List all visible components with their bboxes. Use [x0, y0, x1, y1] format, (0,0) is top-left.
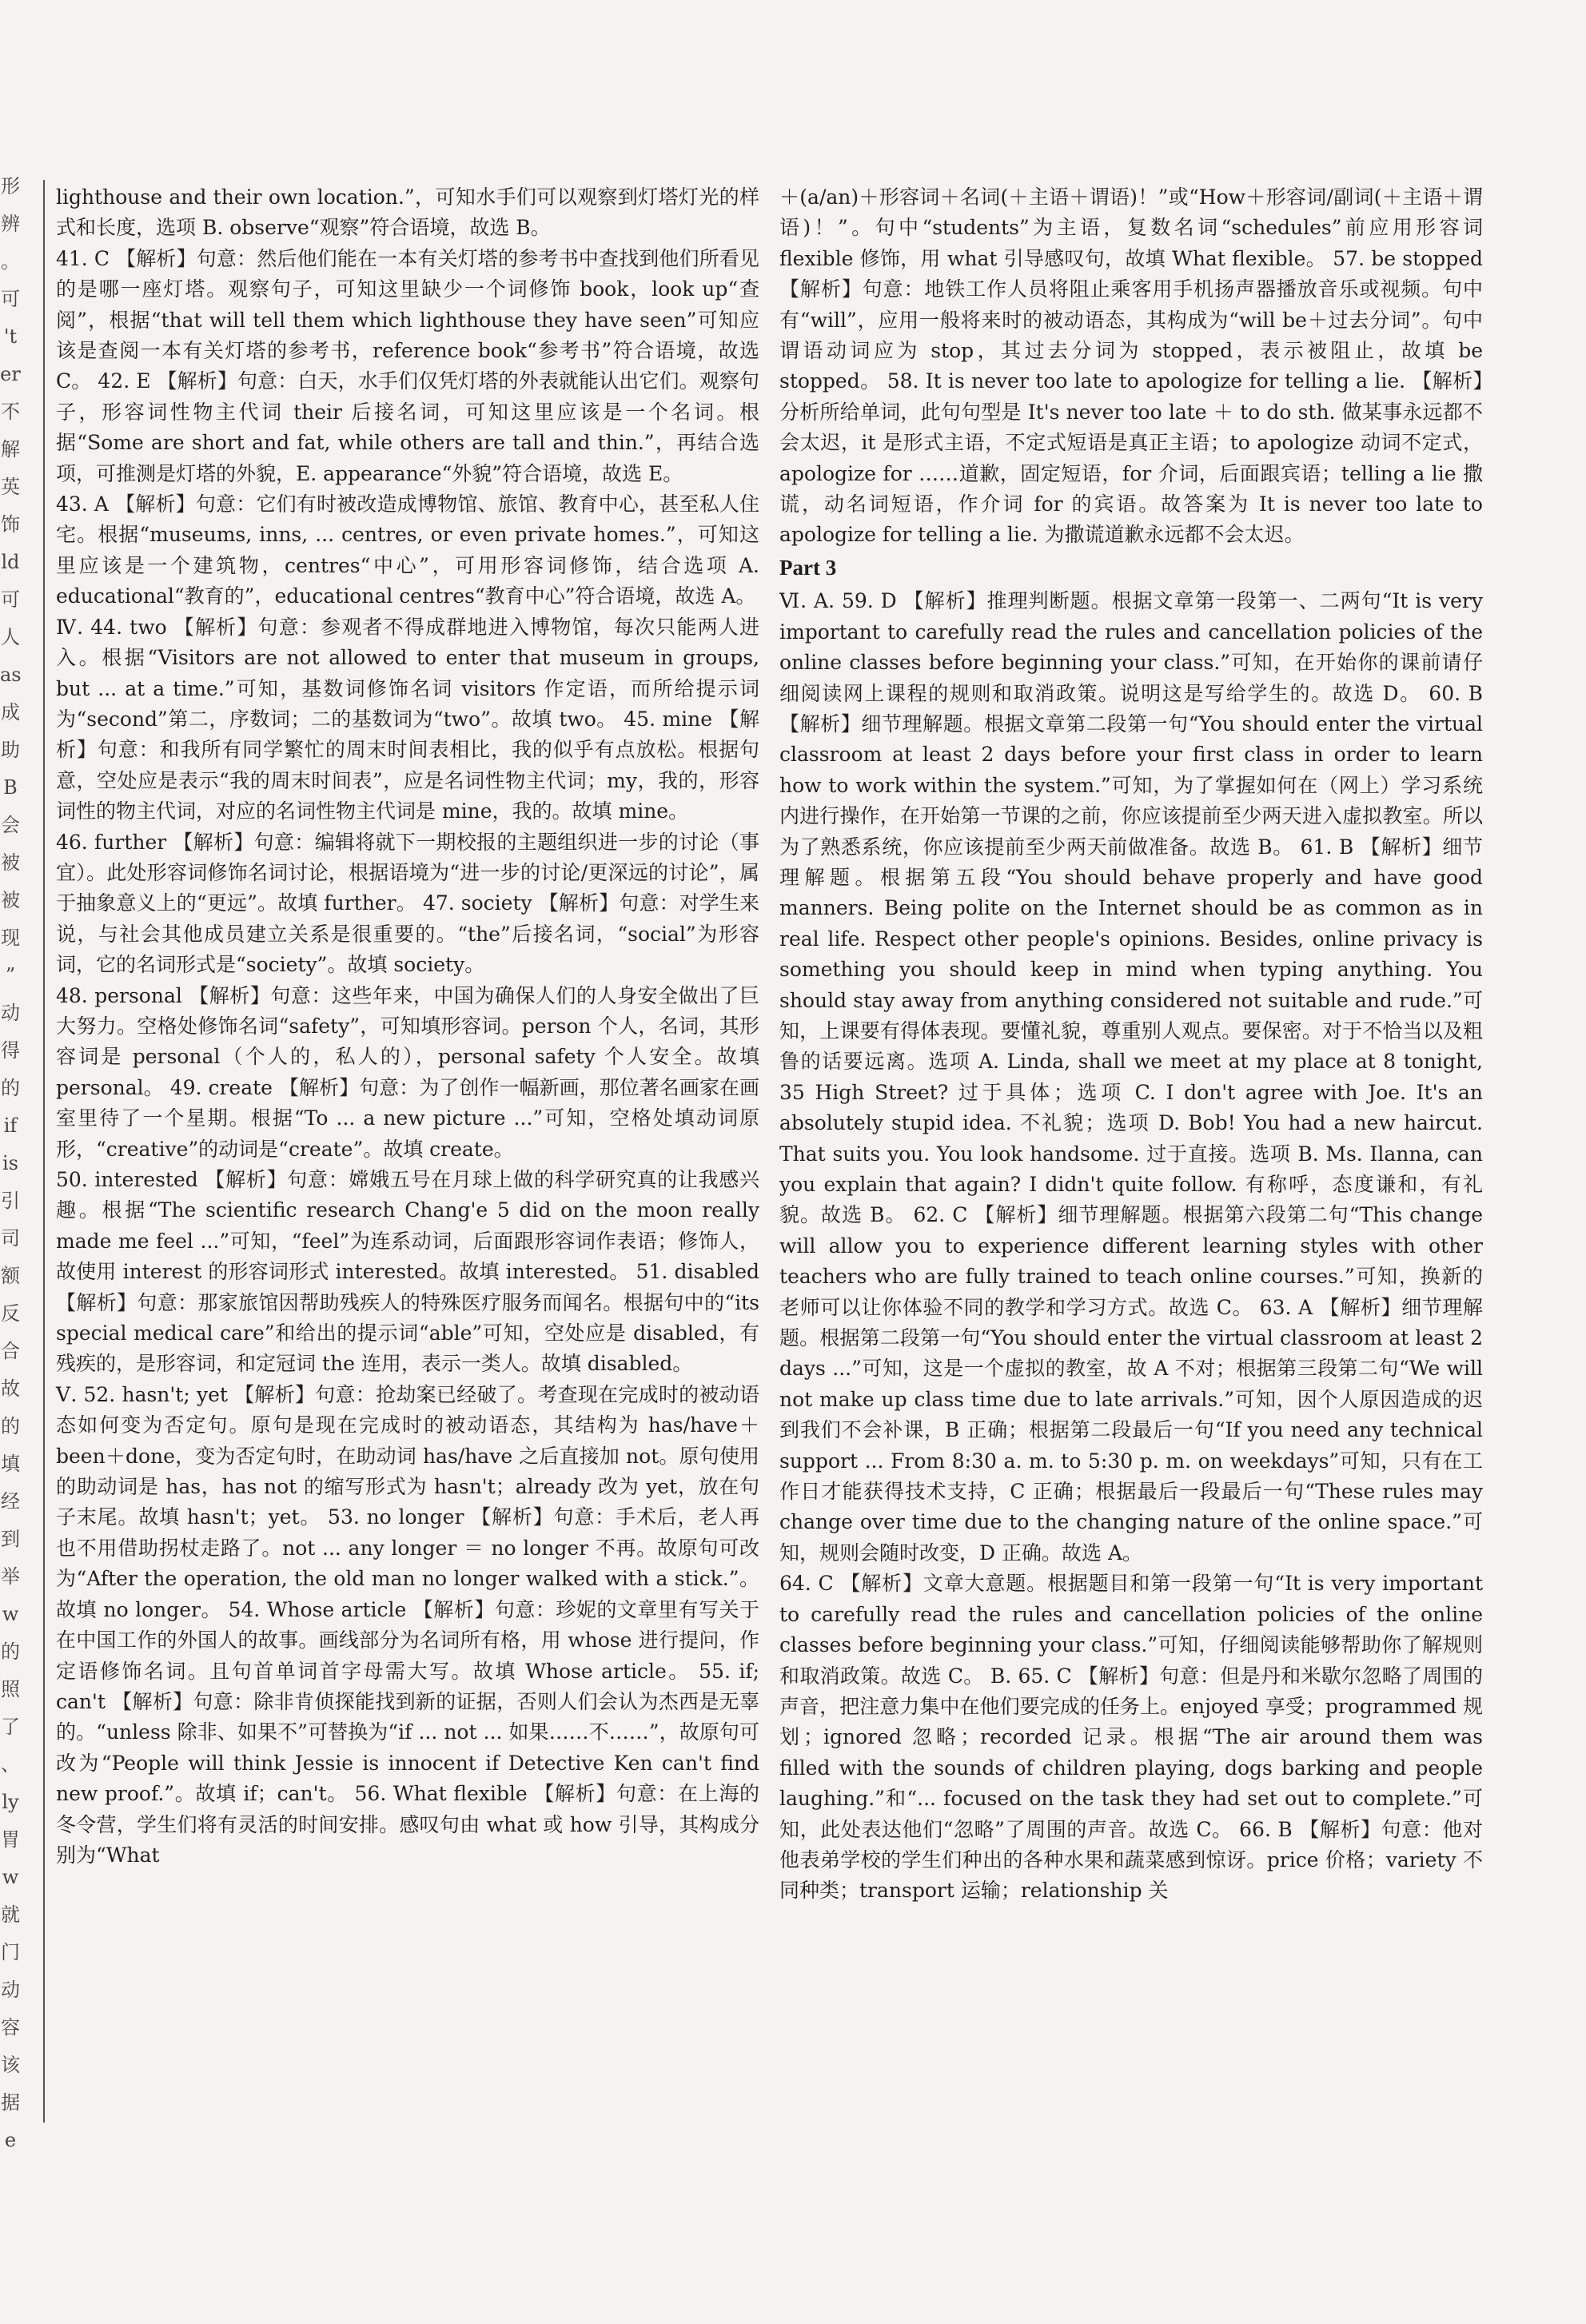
margin-fragment: e: [4, 2129, 17, 2151]
answer-paragraph: 43. A 【解析】句意：它们有时被改造成博物馆、旅馆、教育中心，甚至私人住宅。根据“museums, inns, ... centres, or even private homes.”，可知这里应该是一个建筑物，centres“中心”，可用形容词修饰，结合选项 A. educational“教育的”，educational centres“教育中心”符合语境，故选 A。: [56, 492, 759, 608]
margin-fragment: 司: [1, 1227, 20, 1250]
margin-fragment: 门: [1, 1941, 20, 1963]
answer-paragraph: Ⅴ. 52. hasn't; yet 【解析】句意：抢劫案已经破了。考查现在完成时的被动语态如何变为否定句。原句是现在完成时的被动语态，其结构为 has/have＋been＋done，变为否定句时，在助动词 has/have 之后直接加 not。原句使用的助动词是 has，has not 的缩写形式为 hasn't；already 改为 yet，放在句子末尾。故填 hasn't；yet。 53. no longer 【解析】句意：手术后，老人再也不用借助拐杖走路了。not ... any longer ＝ no longer 不再。故原句可改为“After the operation, the old man no longer walked with a stick.”。故填 no longer。 54. Whose article 【解析】句意：珍妮的文章里有写关于在中国工作的外国人的故事。画线部分为名词所有格，用 whose 进行提问，作定语修饰名词。且句首单词首字母需大写。故填 Whose article。 55. if; can't 【解析】句意：除非肯侦探能找到新的证据，否则人们会认为杰西是无辜的。“unless 除非、如果不”可替换为“if ... not ... 如果……不……”，故原句可改为“People will think Jessie is innocent if Detective Ken can't find new proof.”。故填 if；can't。 56. What flexible 【解析】句意：在上海的冬令营，学生们将有灵活的时间安排。感叹句由 what 或 how 引导，其构成分别为“What: [56, 1382, 759, 1867]
margin-fragment: 的: [1, 1640, 20, 1663]
margin-fragment: 填: [1, 1453, 20, 1475]
answer-paragraph: ＋(a/an)＋形容词＋名词(＋主语＋谓语)！”或“How＋形容词/副词(＋主语＋谓语)！”。句中“students”为主语，复数名词“schedules”前应用形容词 flexible 修饰，用 what 引导感叹句，故填 What flexible。 57. be stopped 【解析】句意：地铁工作人员将阻止乘客用手机扬声器播放音乐或视频。句中有“will”，应用一般将来时的被动语态，其构成为“will be＋过去分词”。句中谓语动词应为 stop，其过去分词为 stopped，表示被阻止，故填 be stopped。 58. It is never too late to apologize for telling a lie. 【解析】分析所给单词，此句句型是 It's never too late ＋ to do sth. 做某事永远都不会太迟，it 是形式主语，不定式短语是真正主语；to apologize 动词不定式，apologize for ……道歉，固定短语，for 介词，后面跟宾语；telling a lie 撒谎，动名词短语，作介词 for 的宾语。故答案为 It is never too late to apologize for telling a lie. 为撒谎道歉永远都不会太迟。: [779, 185, 1483, 547]
margin-fragment: 引: [1, 1190, 20, 1212]
left-margin-fragments: [0, 168, 22, 2151]
margin-fragment: 助: [1, 739, 20, 761]
margin-fragment: 可: [1, 588, 20, 611]
margin-fragment: 照: [1, 1678, 20, 1700]
margin-fragment: 。: [1, 250, 20, 273]
margin-fragment: 英: [1, 476, 20, 498]
margin-fragment: 't: [3, 325, 18, 348]
margin-fragment: 现: [1, 927, 20, 949]
section-heading: Part 3: [779, 555, 837, 580]
margin-fragment: 合: [1, 1340, 20, 1362]
margin-fragment: 了: [1, 1716, 20, 1738]
answer-paragraph: 50. interested 【解析】句意：嫦娥五号在月球上做的科学研究真的让我感兴趣。根据“The scientific research Chang'e 5 did on the moon really made me feel ...”可知，“feel”为连系动词，后面跟形容词作表语；修饰人，故使用 interest 的形容词形式 interested。故填 interested。 51. disabled 【解析】句意：那家旅馆因帮助残疾人的特殊医疗服务而闻名。根据句中的“its special medical care”和给出的提示词“able”可知，空处应是 disabled，有残疾的，是形容词，和定冠词 the 连用，表示一类人。故填 disabled。: [56, 1168, 759, 1376]
margin-fragment: is: [2, 1152, 18, 1174]
answer-paragraph: 48. personal 【解析】句意：这些年来，中国为确保人们的人身安全做出了巨大努力。空格处修饰名词“safety”，可知填形容词。person 个人，名词，其形容词是 personal（个人的，私人的），personal safety 个人安全。故填 personal。 49. create 【解析】句意：为了创作一幅新画，那位著名画家在画室里待了一个星期。根据“To ... a new picture ...”可知，空格处填动词原形，“creative”的动词是“create”。故填 create。: [56, 983, 759, 1161]
margin-fragment: ld: [1, 551, 20, 573]
answer-paragraph: 46. further 【解析】句意：编辑将就下一期校报的主题组织进一步的讨论（事宜）。此处形容词修饰名词讨论，根据语境为“进一步的讨论/更深远的讨论”，属于抽象意义上的“更远”。故填 further。 47. society 【解析】句意：对学生来说，与社会其他成员建立关系是很重要的。“the”后接名词，“social”为形容词，它的名词形式是“society”。故填 society。: [56, 830, 759, 977]
margin-fragment: 动: [1, 1002, 20, 1024]
margin-fragment: 额: [1, 1265, 20, 1287]
margin-fragment: 不: [1, 401, 20, 423]
margin-fragment: B: [3, 776, 18, 799]
margin-fragment: w: [2, 1603, 19, 1625]
margin-fragment: 解: [1, 438, 20, 460]
left-column: [56, 182, 759, 2117]
margin-fragment: 动: [1, 1979, 20, 2001]
margin-fragment: 的: [1, 1415, 20, 1437]
margin-fragment: 到: [1, 1528, 20, 1550]
margin-fragment: 形: [1, 175, 20, 197]
margin-fragment: 的: [1, 1077, 20, 1099]
answer-paragraph: 64. C 【解析】文章大意题。根据题目和第一段第一句“It is very important to carefully read the rules and cancellation policies of the online classes before beginning your class.”可知，仔细阅读能够帮助你了解规则和取消政策。故选 C。 B. 65. C 【解析】句意：但是丹和米歇尔忽略了周围的声音，把注意力集中在他们要完成的任务上。enjoyed 享受；programmed 规划；ignored 忽略；recorded 记录。根据“The air around them was filled with the sounds of children playing, dogs barking and people laughing.”和“... focused on the task they had set out to complete.”可知，此处表达他们“忽略”了周围的声音。故选 C。 66. B 【解析】句意：他对他表弟学校的学生们种出的各种水果和蔬菜感到惊讶。price 价格；variety 不同种类；transport 运输；relationship 关: [779, 1572, 1483, 1903]
margin-fragment: 反: [1, 1302, 20, 1325]
margin-fragment: 该: [1, 2054, 20, 2076]
margin-fragment: if: [3, 1114, 18, 1137]
margin-fragment: 举: [1, 1565, 20, 1588]
margin-fragment: w: [2, 1866, 19, 1888]
margin-fragment: 会: [1, 814, 20, 836]
answer-paragraph: 41. C 【解析】句意：然后他们能在一本有关灯塔的参考书中查找到他们所看见的是哪一座灯塔。观察句子，可知这里缺少一个词修饰 book，look up“查阅”，根据“that will tell them which lighthouse they have seen”可知应该是查阅一本有关灯塔的参考书，reference book“参考书”符合语境，故选 C。 42. E 【解析】句意：白天，水手们仅凭灯塔的外表就能认出它们。观察句子，形容词性物主代词 their 后接名词，可知这里应该是一个名词。根据“Some are short and fat, while others are tall and thin.”，再结合选项，可推测是灯塔的外貌，E. appearance“外貌”符合语境，故选 E。: [56, 246, 759, 485]
column-divider: [43, 180, 45, 2123]
margin-fragment: 辨: [1, 213, 20, 235]
margin-fragment: as: [0, 664, 22, 686]
margin-fragment: 被: [1, 851, 20, 874]
answer-paragraph: Ⅵ. A. 59. D 【解析】推理判断题。根据文章第一段第一、二两句“It is very important to carefully read the rules and cancellation policies of the online classes before beginning your class.”可知，在开始你的课前请仔细阅读网上课程的规则和取消政策。说明这是写给学生的。故选 D。 60. B 【解析】细节理解题。根据文章第二段第一句“You should enter the virtual classroom at least 2 days before your first class in order to learn how to work within the system.”可知，为了掌握如何在（网上）学习系统内进行操作，在开始第一节课的之前，你应该提前至少两天进入虚拟教室。所以为了熟悉系统，你应该提前至少两天前做准备。故选 B。 61. B 【解析】细节理解题。根据第五段“You should behave properly and have good manners. Being polite on the Internet should be as common as in real life. Respect other people's opinions. Besides, online privacy is something you should keep in mind when typing anything. You should stay away from anything considered not suitable and rude.”可知，上课要有得体表现。要懂礼貌，尊重别人观点。要保密。对于不恰当以及粗鲁的话要远离。选项 A. Linda, shall we meet at my place at 8 tonight, 35 High Street? 过于具体；选项 C. I don't agree with Joe. It's an absolutely stupid idea. 不礼貌；选项 D. Bob! You had a new haircut. That suits you. You look handsome. 过于直接。选项 B. Ms. Ilanna, can you explain that again? I didn't quite follow. 有称呼，态度谦和，有礼貌。故选 B。 62. C 【解析】细节理解题。根据第六段第二句“This change will allow you to experience different learning styles with other teachers who are fully trained to teach online courses.”可知，换新的老师可以让你体验不同的教学和学习方式。故选 C。 63. A 【解析】细节理解题。根据第二段第一句“You should enter the virtual classroom at least 2 days ...”可知，这是一个虚拟的教室，故 A 不对；根据第三段第二句“We will not make up class time due to late arrivals.”可知，因个人原因造成的迟到我们不会补课，B 正确；根据第二段最后一句“If you need any technical support ... From 8:30 a. m. to 5:30 p. m. on weekdays”可知，只有在工作日才能获得技术支持，C 正确；根据最后一段最后一句“These rules may change over time due to the changing nature of the online space.”可知，规则会随时改变，D 正确。故选 A。: [779, 589, 1483, 1565]
margin-fragment: ly: [2, 1791, 19, 1813]
margin-fragment: 胃: [1, 1828, 20, 1851]
answer-paragraph: lighthouse and their own location.”，可知水手们可以观察到灯塔灯光的样式和长度，选项 B. observe“观察”符合语境，故选 B。: [56, 185, 759, 240]
margin-fragment: 就: [1, 1903, 20, 1926]
right-column: [779, 182, 1483, 2117]
margin-fragment: 容: [1, 2016, 20, 2039]
margin-fragment: 人: [1, 626, 20, 648]
margin-fragment: 饰: [1, 513, 20, 536]
answer-paragraph: Ⅳ. 44. two 【解析】句意：参观者不得成群地进入博物馆，每次只能两人进入。根据“Visitors are not allowed to enter that museum in groups, but ... at a time.”可知，基数词修饰名词 visitors 作定语，而所给提示词为“second”第二，序数词；二的基数词为“two”。故填 two。 45. mine 【解析】句意：和我所有同学繁忙的周末时间表相比，我的似乎有点放松。根据句意，空处应是表示“我的周末时间表”，应是名词性物主代词；my，我的，形容词性的物主代词，对应的名词性物主代词是 mine，我的。故填 mine。: [56, 615, 759, 823]
margin-fragment: 可: [1, 288, 20, 310]
margin-fragment: 得: [1, 1039, 20, 1062]
margin-fragment: 、: [1, 1753, 20, 1776]
margin-fragment: 据: [1, 2091, 20, 2114]
margin-fragment: er: [0, 363, 21, 385]
margin-fragment: 被: [1, 889, 20, 911]
margin-fragment: 故: [1, 1377, 20, 1400]
margin-fragment: 经: [1, 1490, 20, 1513]
margin-fragment: ”: [5, 964, 16, 987]
margin-fragment: 成: [1, 701, 20, 724]
